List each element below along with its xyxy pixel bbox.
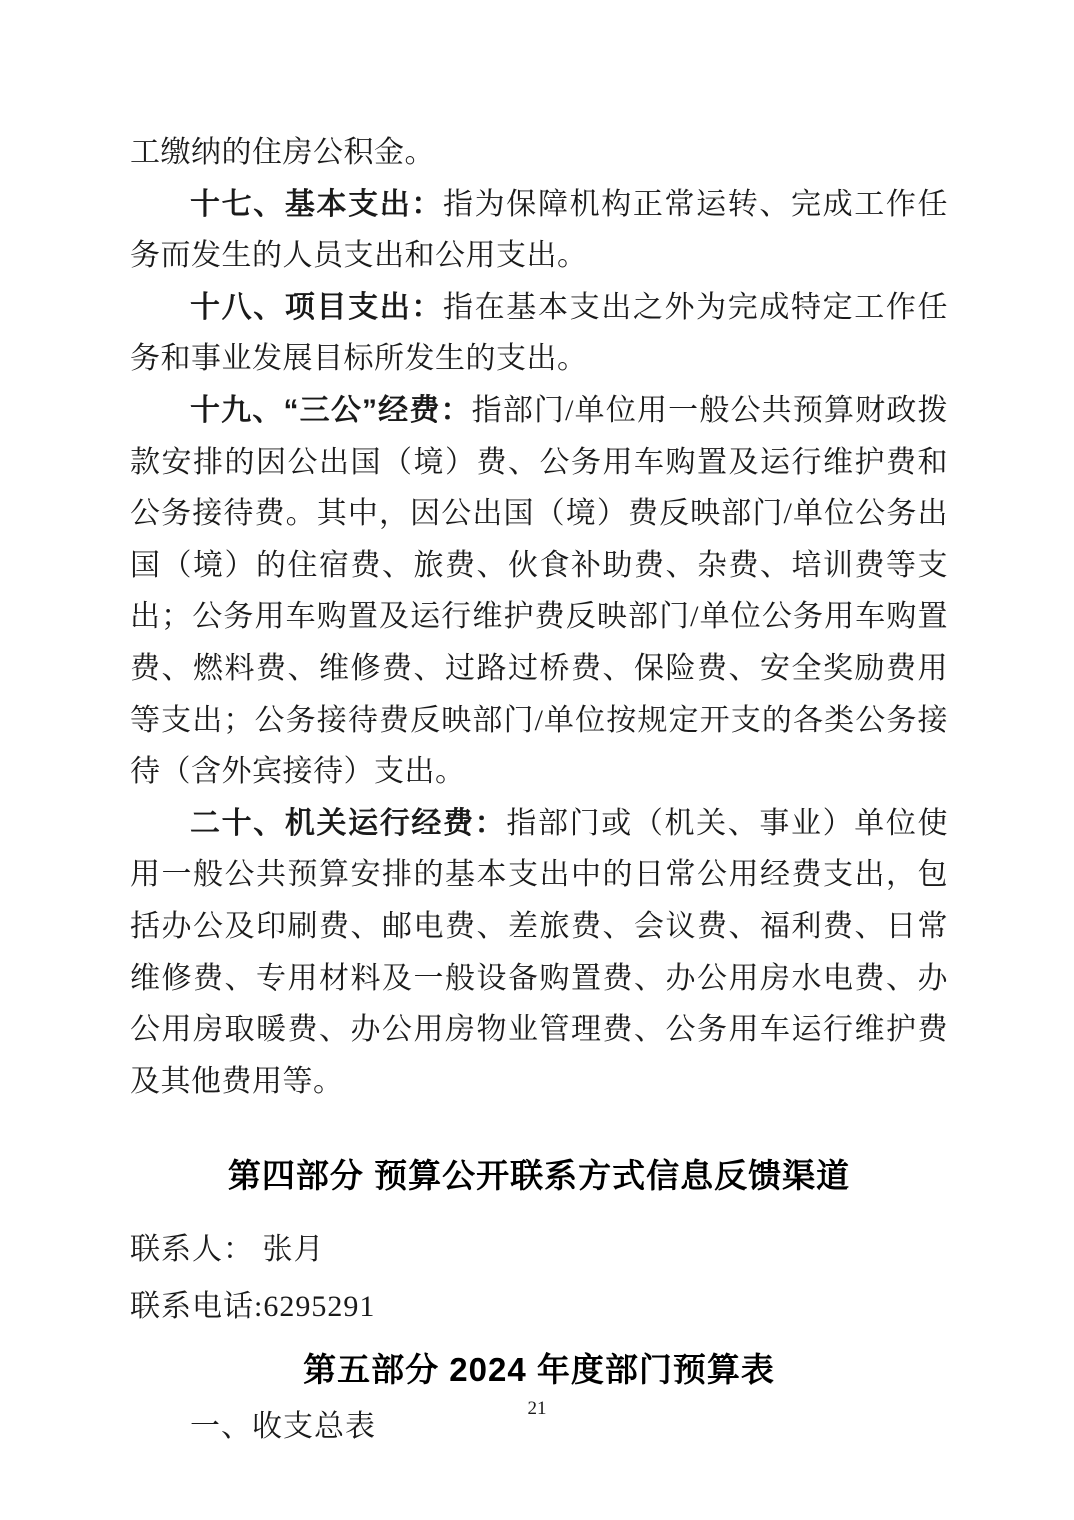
definition-lead-17: 十七、基本支出：	[190, 187, 444, 221]
definition-paragraph-18	[130, 282, 948, 385]
definition-lead-19: 十九、“三公”经费：	[190, 393, 472, 427]
contact-person-line: 联系人： 张月	[130, 1233, 325, 1267]
definition-text-20: 指部门或（机关、事业）单位使用一般公共预算安排的基本支出中的日常公用经费支出，包括办公及印刷费、邮电费、差旅费、会议费、福利费、日常维修费、专用材料及一般设备购置费、办公用房水电费、办公用房取暖费、办公用房物业管理费、公务用车运行维护费及其他费用等。	[130, 806, 949, 1098]
continuation-paragraph: 工缴纳的住房公积金。	[130, 136, 435, 169]
definition-lead-18: 十八、项目支出：	[190, 290, 444, 324]
contact-phone-line: 联系电话:6295291	[130, 1290, 376, 1324]
definition-paragraph-17	[130, 179, 948, 282]
definition-paragraph-19	[130, 385, 948, 798]
definition-lead-20: 二十、机关运行经费：	[190, 806, 507, 840]
budget-table-item-1: 一、收支总表	[190, 1410, 376, 1444]
definition-paragraph-20	[130, 798, 948, 1108]
page-number: 21	[527, 1398, 547, 1419]
section4-heading: 第四部分 预算公开联系方式信息反馈渠道	[227, 1157, 851, 1195]
definition-text-17: 指为保障机构正常运转、完成工作任务而发生的人员支出和公用支出。	[130, 187, 949, 273]
definition-text-18: 指在基本支出之外为完成特定工作任务和事业发展目标所发生的支出。	[130, 290, 949, 376]
section5-heading: 第五部分 2024 年度部门预算表	[303, 1351, 775, 1389]
page-content	[130, 127, 948, 1453]
definition-text-19: 指部门/单位用一般公共预算财政拨款安排的因公出国（境）费、公务用车购置及运行维护费和公务接待费。其中，因公出国（境）费反映部门/单位公务出国（境）的住宿费、旅费、伙食补助费、杂费、培训费等支出；公务用车购置及运行维护费反映部门/单位公务用车购置费、燃料费、维修费、过路过桥费、保险费、安全奖励费用等支出；公务接待费反映部门/单位按规定开支的各类公务接待（含外宾接待）支出。	[130, 393, 949, 789]
